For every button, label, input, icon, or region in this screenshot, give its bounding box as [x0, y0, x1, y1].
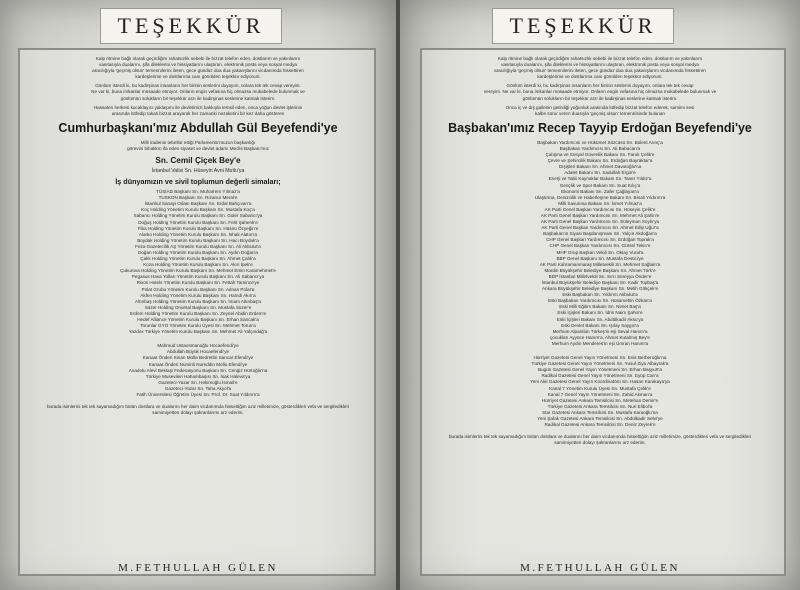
text-line: Gönlüm isterdi ki, bu kadirşinas insanların her birinin seslerini duyayım, onlara tek tek cevap vereyim. — [95, 83, 301, 89]
text-line: aracılığıyla 'geçmiş olsun' temennilerini ileten, gece gündüz dua dua yakarışlarını vicdanımda hissettiren — [92, 68, 304, 74]
left-intro — [48, 56, 348, 117]
text-line: Feza Gazetecilik AŞ Yönetim Kurulu Başkanı Sn. Ali Akbulut'a — [135, 243, 261, 249]
text-line: Anadolu Alevi Bektaşi Federasyonu Başkanı Sn. Cengiz Hürtoğlu'na — [128, 367, 268, 373]
left-names-list-2 — [48, 343, 348, 398]
text-line: Hürriyet Gazetesi Ankara Temsilcisi Sn. Metehan Demir'e — [541, 397, 659, 403]
text-line: AK Parti Kahramanmaraş Milletvekili Sn. Mehmet Sağlam'a — [539, 261, 661, 267]
text-line: Çalık Holding Yönetim Kurulu Başkanı Sn. Ahmet Çalık'a — [140, 256, 256, 262]
text-line: Sabancı Holding Yönetim Kurulu Başkanı Sn. Güler Sabancı'ya — [133, 213, 263, 219]
text-line: Kanaat Önderi Nursinli Nureddin Mollu Efendi'ye — [148, 361, 248, 367]
text-line: Ekonomi Bakanı Sn. Zafer Çağlayan'a — [561, 188, 639, 194]
text-line: Gazeteci-Yazar Sn. Hekimoğlu İsmail'e — [158, 379, 238, 385]
text-line: CHP Genel Başkan Yardımcısı Sn. Erdoğan Toprak'a — [546, 237, 654, 243]
right-title: TEŞEKKÜR — [492, 8, 674, 44]
right-headline: Başbakan'ımız Recep Tayyip Erdoğan Beyefendi'ye — [448, 120, 752, 135]
text-line: Rixos Hotels Yönetim Kurulu Başkanı Sn. Fettah Tamince'ye — [136, 280, 260, 286]
text-line: Radikal Gazetesi Genel Yayın Yönetmeni Sn. Eyüp Can'a — [541, 373, 659, 379]
text-line: Merhum Alparslan Türkeş'in eşi Seval Hanım'a — [552, 328, 648, 334]
text-line: MHP Grup Başkan Vekili Sn. Oktay Vural'a — [556, 249, 644, 255]
text-line: AK Parti Genel Başkan Yardımcısı Sn. Ahmet Edip Uğur'a — [541, 225, 659, 231]
text-line: Mardin Büyükşehir Belediye Başkanı Sn. Ahmet Türk'e — [544, 267, 656, 273]
left-title: TEŞEKKÜR — [100, 8, 282, 44]
text-line: Akfen Holding Yönetim Kurulu Başkanı Sn. Hamdi Akın'a — [140, 292, 256, 298]
right-intro — [450, 56, 750, 117]
text-line: İstanbul Büyükşehir Belediye Başkanı Sn. Kadir Topbaş'a — [541, 280, 659, 285]
text-line: Star Gazetesi Ankara Temsilcisi Sn. Mustafa Karaoğlu'na — [542, 409, 658, 415]
text-line: çocukları Ayyüce Hanım'a, Ahmet Kutalmış Bey'e — [550, 334, 650, 340]
text-line: BBP Genel Başkanı Sn. Mustafa Destici'ye — [556, 255, 644, 261]
text-line: arasında lütfedip takati bizzat arayarak her zamanki nezaketini bir kez daha gösteren — [111, 110, 285, 116]
right-closing: burada isimlerini tek tek sayamadığım bütün dostlara ve dualarını her daim vicdanımda hissettiğim aziz milletimize, gösterdikleri vefa ve sergiledikleri samimiyetten dolayı şükranlarımı arz ederim. — [448, 434, 752, 446]
right-newspaper-page — [400, 0, 800, 590]
text-line: kalbe sürur veren duasıyla 'geçmiş olsun' temennisinde bulunan — [535, 110, 665, 116]
text-line: Mahmud Ustaosmanoğlu Hocaefendi'ye — [157, 343, 239, 349]
text-line: Türkiye Gazetesi Ankara Temsilcisi Sn. Nuri Elibol'a — [547, 403, 653, 409]
text-line: Merhum Aydın Menderes'in eşi Ümran Hanım'a — [551, 340, 649, 346]
text-line: gönlümün solukların bir teşekkür arzı ile kadirşinas seslerine katmak isterim. — [120, 95, 276, 101]
text-line: Gönlüm isterdi ki, bu kadirşinas insanların her birinin seslerini duyayım, onlara tek tek cevap — [506, 83, 694, 89]
text-line: Yazdex Türkiye Yönetim Kurulu Başkanı Sn. Mehmet Ali Yalçındağ'a — [128, 329, 268, 335]
text-line: Onca iç ve dış gailenin getirdiği yoğunluk arasında lütfedip bizzat telefon ederek, samimi sesi — [505, 104, 695, 110]
text-line: Eski Milli Eğitim Bakanı Sn. Nimet Baş'a — [559, 304, 641, 310]
left-speaker: Sn. Cemil Çiçek Bey'e — [155, 156, 241, 166]
left-mid-intro — [48, 140, 348, 152]
text-line: Gençlik ve Spor Bakanı Sn. Suat Kılıç'a — [559, 182, 641, 188]
text-line: Hedef Alliance Yönetim Kurulu Başkanı Sn. Erhan Sancak'a — [137, 317, 259, 322]
text-line: Yeni Akit Gazetesi Genel Yayın Koordinatörü Sn. Hasan Karakaya'ya — [530, 379, 670, 385]
text-line: Enerji ve Tabii Kaynaklar Bakanı Sn. Taner Yıldız'a — [548, 176, 652, 182]
text-line: vasıtasıyla dualarını, şifa dileklerini ve hissiyatlarını ulaştıran, elektronik posta veya sosyal medya — [99, 62, 297, 68]
text-line: Hürriyet Gazetesi Genel Yayın Yönetmeni Sn. Enis Berberoğlu'na — [533, 355, 667, 361]
right-content — [400, 56, 800, 446]
text-line: AK Parti Genel Başkan Yardımcısı Sn. Süleyman Soylu'ya — [540, 219, 660, 225]
text-line: Gazeteci-Yazar Sn. Taha Akyol'a — [164, 385, 232, 391]
text-line: Başbakan Yardımcısı Sn. Ali Babacan'a — [559, 145, 641, 151]
text-line: Ne var ki, buna imkanlar müsaade etmiyor. Onların engin vefasına hiç olmazsa mukabelede bulunmak ve — [91, 89, 305, 95]
text-line: Çalışma ve Sosyal Güvenlik Bakanı Sn. Faruk Çelik'e — [545, 152, 655, 158]
text-line: Koç Holding Yönetim Kurulu Başkanı Sn. Mustafa Koç'a — [141, 207, 255, 213]
text-line: Kalp ritmine bağlı olarak geçirdiğim rahatsızlık sebebi ile bizzat telefon eden, dostlarım ve yakınlarım — [497, 56, 703, 61]
text-line: vasıtasıyla dualarını, şifa dileklerini ve hissiyatlarını ulaştıran, elektronik posta veya sosyal medya — [501, 62, 699, 68]
left-governor: İstanbul Valisi Sn. Hüseyin Avni Mutlu'ya — [151, 168, 245, 175]
text-line: aracılığıyla 'geçmiş olsun' temennilerini ileten, gece gündüz dua dua yakarışlarını vicdanımda hissettiren — [494, 68, 706, 74]
text-line: Dışişleri Bakanı Sn. Ahmet Davutoğlu'na — [558, 164, 642, 170]
text-line: Yeni Şafak Gazetesi Ankara Temsilcisi Sn. Abdülkadir Selvi'ye — [537, 415, 663, 421]
text-line: AK Parti Genel Başkan Yardımcısı Sn. Hüseyin Çelik'e — [544, 206, 656, 212]
text-line: kardeşlerime ve dostlarıma canı gönülden teşekkür ediyorum. — [135, 74, 261, 80]
left-newspaper-page — [0, 0, 396, 590]
left-closing: burada isimlerini tek tek sayamadığım bütün dostlara ve dualarını her daim vicdanımda hissettiğim aziz milletimize, gösterdikleri vefa ve sergiledikleri samimiyetten dolayı şükranlarımı arz ederim. — [46, 404, 350, 416]
text-line: Ulaştırma, Denizcilik ve Haberleşme Bakanı Sn. Binali Yıldırım'a — [534, 194, 666, 200]
right-signature: M.FETHULLAH GÜLEN — [520, 562, 680, 574]
text-line: Başbakan'ın Siyasi Başdanışmanı Sn. Yalçın Akdoğan'a — [543, 231, 657, 237]
text-line: Eski Başbakan Sn. Yıldırım Akbulut'a — [562, 292, 638, 298]
text-line: Altınbaş Holding Yönetim Kurulu Başkanı Sn. İmam Altınbaş'a — [135, 298, 261, 304]
text-line: görevini bihakkın ifa eden siyaset ve devlet adamı Meclis Başkanı'mız — [127, 145, 269, 151]
text-line: Adalet Bakanı Sn. Sadullah Ergin'e — [564, 170, 636, 176]
text-line: CHP Genel Başkan Yardımcısı Sn. Gürsel Tekin'e — [549, 243, 651, 249]
text-line: İstanbul Sanayi Odası Başkanı Sn. Erdal Bahçıvan'a — [144, 201, 252, 207]
text-line: Abdullah Büyük Hocaefendi'ye — [166, 349, 230, 355]
text-line: Kalp ritmine bağlı olarak geçirdiğim rahatsızlık sebebi ile bizzat telefon eden, dostlarım ve yakınlarım — [95, 56, 301, 61]
left-content — [0, 56, 396, 416]
text-line: kardeşlerime ve dostlarıma canı gönülden teşekkür ediyorum. — [537, 74, 663, 80]
text-line: AK Parti Genel Başkan Yardımcısı Sn. Mehmet Ali Şahin'e — [540, 212, 660, 218]
text-line: vereyim. Ne var ki, buna imkanlar müsaade etmiyor. Onların engin vefasına hiç olmazsa mukabelede bulunmak ve — [483, 89, 717, 95]
text-line: Doğan Holding Yönetim Kurulu Başkanı Sn. Aydın Doğan'a — [138, 249, 258, 255]
text-line: Fatih Üniversitesi Öğretim Üyesi Sn. Prof. Dr. Suat Yıldırım'a — [136, 392, 260, 398]
text-line: Türkiye Gazetesi Genel Yayın Yönetmeni Sn. Yusuf Ziya Albayrak'a — [531, 361, 669, 367]
text-line: BDP İstanbul Milletvekili Sn. Sırrı Süreyya Önder'e — [548, 273, 652, 279]
text-line: Eski Başbakan Yardımcısı Sn. Hüsamettin Özkan'a — [548, 298, 652, 304]
text-line: Kanaat Önderi Sinan Molla Bedrettin Sancar Efendi'ye — [142, 355, 254, 361]
text-line: Radikal Gazetesi Ankara Temsilcisi Sn. Deniz Zeyrek'e — [544, 422, 656, 428]
text-line: Ankara Büyükşehir Belediye Başkanı Sn. Melih Gökçek'e — [541, 286, 659, 292]
text-line: Çukurova Holding Yönetim Kurulu Başkanı Sn. Mehmet Emin Karamehmet'e — [120, 268, 276, 274]
text-line: Eski Devlet Bakanı Sn. Işılay Saygın'a — [561, 322, 639, 328]
text-line: Boydak Holding Yönetim Kurulu Başkanı Sn. Hacı Boydak'a — [137, 237, 259, 243]
text-line: Başbakan Yardımcısı ve Hükümet Sözcüsü Sn. Bülent Arınç'a — [537, 139, 663, 145]
text-line: Erdem Holding Yönetim Kurulu Başkanı Sn. Zeynel Abidin Erdem'e — [129, 310, 267, 316]
text-line: Polat Grubu Yönetim Kurulu Başkanı Sn. Adnan Polat'a — [141, 286, 255, 292]
right-names-list-2 — [450, 355, 750, 428]
text-line: TÜSİAD Başkanı Sn. Muharrem Yılmaz'a — [156, 189, 240, 195]
text-line: Türkiye Musevileri Hahambaşısı Sn. İsak Haleva'ya — [145, 373, 251, 379]
text-line: Kanal 7 Genel Yayın Yönetmeni Sn. Zahid Akman'a — [547, 391, 653, 397]
right-names-list — [450, 140, 750, 347]
text-line: Milli iradenin tebellür ettiği Parlamento'muzun başkanlığı — [140, 139, 256, 145]
left-section-heading: İş dünyamızın ve sivil toplumun değerli simaları; — [115, 177, 281, 187]
left-headline: Cumhurbaşkanı'mız Abdullah Gül Beyefendi'ye — [58, 120, 338, 135]
left-signature: M.FETHULLAH GÜLEN — [118, 562, 278, 574]
text-line: Eski İçişleri Bakanı Sn. Abdülkadir Aksu'ya — [556, 316, 644, 322]
text-line: Çevre ve Şehircilik Bakanı Sn. Erdoğan Bayraktar'a — [547, 158, 653, 164]
text-line: TUSKON Başkanı Sn. Rızanur Meral'e — [158, 195, 238, 201]
text-line: gönlümün solukların bir teşekkür arzı ile kadirşinas seslerine katmak isterim. — [522, 95, 678, 101]
text-line: Pegasus Hava Yolları Yönetim Kurulu Başkanı Sn. Ali Sabancı'ya — [131, 274, 265, 280]
text-line: Hassaten herkesi kucaklayıcı yaklaşımı ile devletimizi bakkıyla temsil eden, onca yoğun devlet işlerinin — [93, 104, 303, 110]
text-line: Süzer Holding Onursal Başkanı Sn. Mustafa Süzer'e — [144, 304, 252, 310]
text-line: Fiba Holding Yönetim Kurulu Başkanı Sn. Hüsnü Özyeğin'e — [137, 225, 259, 231]
text-line: Milli Savunma Bakanı Sn. İsmet Yılmaz'a — [558, 200, 642, 206]
text-line: Torunlar GYO Yönetim Kurulu Üyesi Sn. Mehmet Torun'a — [140, 323, 256, 329]
left-names-list — [48, 189, 348, 335]
text-line: Doğuş Holding Yönetim Kurulu Başkanı Sn. Ferit Şahenk'e — [138, 219, 258, 225]
text-line: Kanal 7 Yönetim Kurulu Üyesi Sn. Mustafa Çelik'e — [549, 385, 651, 391]
text-line: Bugün Gazetesi Genel Yayın Yönetmeni Sn. Erhan Başyurt'a — [538, 367, 662, 373]
text-line: Alarko Holding Yönetim Kurulu Başkanı Sn. İshak Alaton'a — [138, 231, 258, 237]
text-line: Eski İçişleri Bakanı Sn. İdris Naim Şahin'e — [557, 310, 643, 316]
text-line: Koza Holding Yönetim Kurulu Başkanı Sn. Akın İpek'e — [143, 262, 253, 268]
